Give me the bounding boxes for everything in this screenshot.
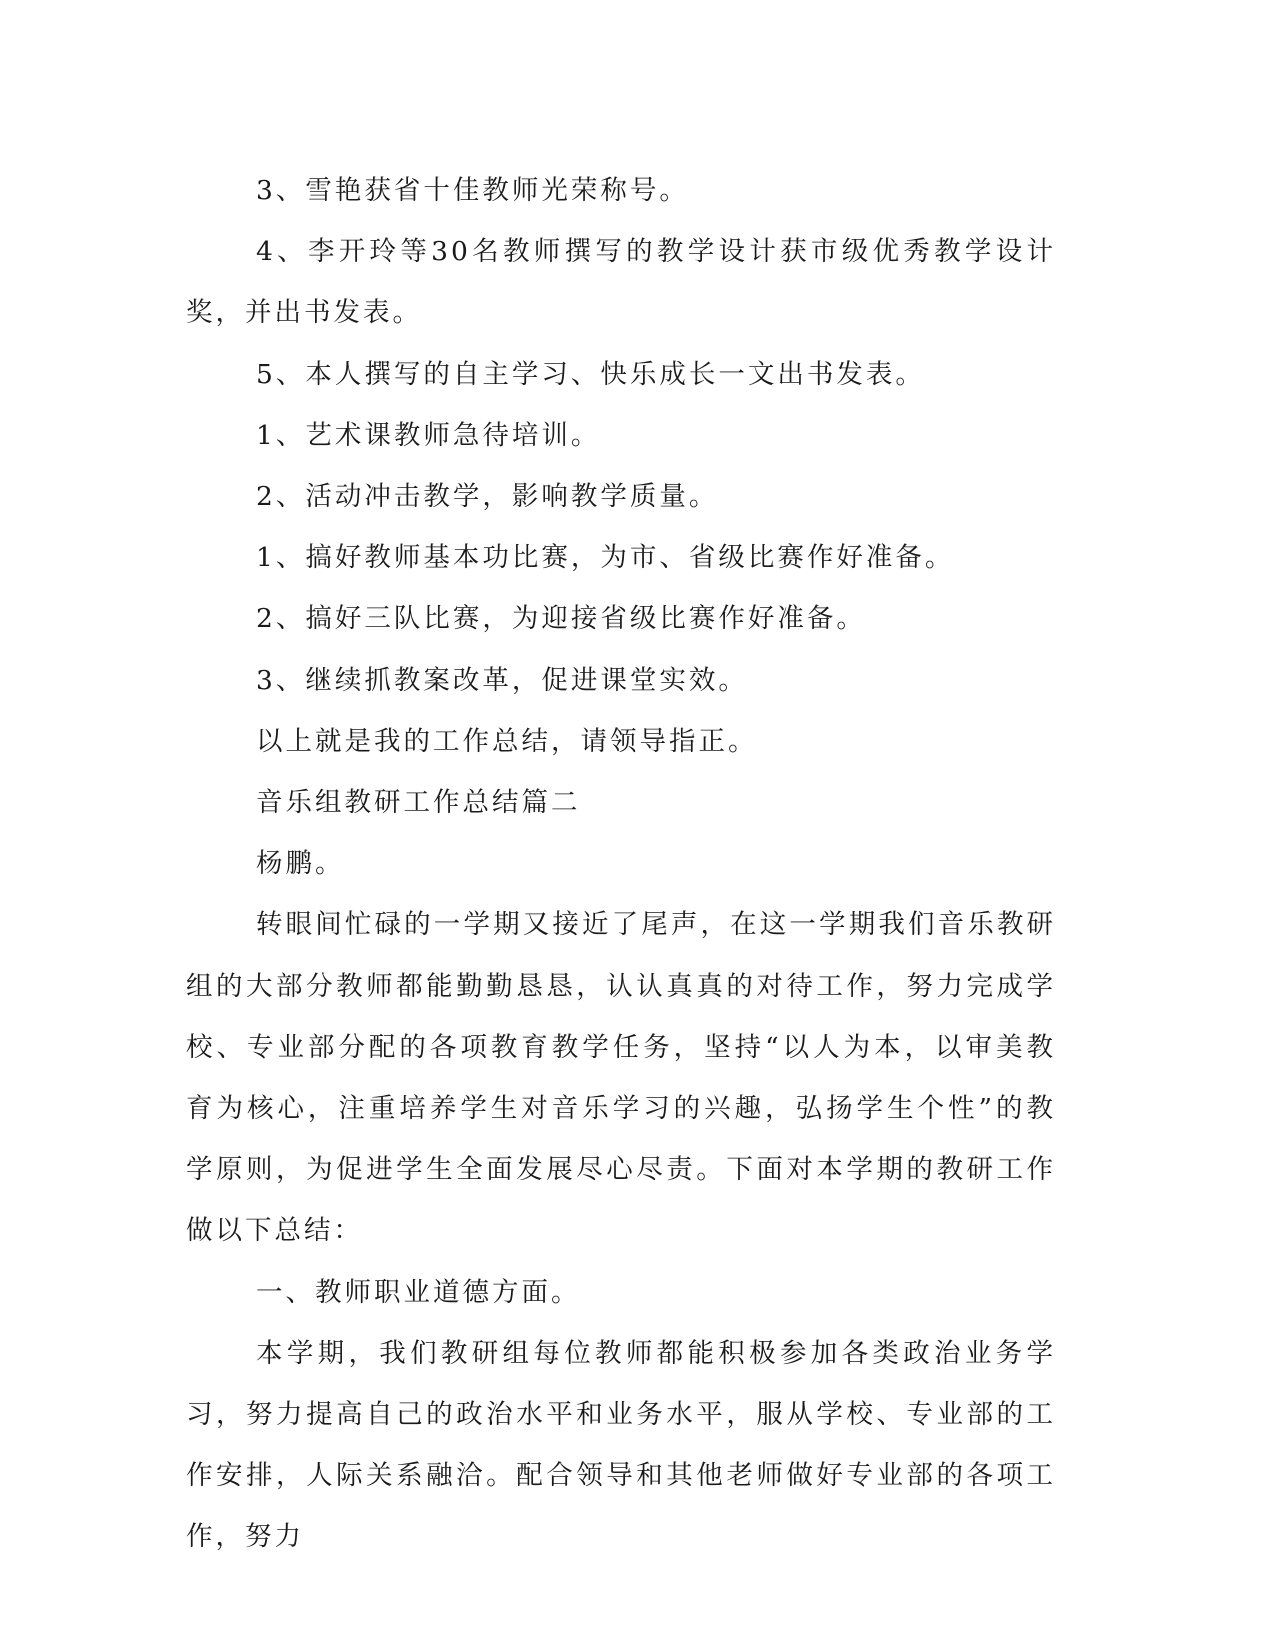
subsection-heading: 一、教师职业道德方面。	[256, 1276, 581, 1308]
document-body	[186, 160, 1056, 1568]
paragraph: 4、李开玲等30名教师撰写的教学设计获市级优秀教学设计奖，并出书发表。	[186, 236, 1056, 329]
paragraph: 2、搞好三队比赛，为迎接省级比赛作好准备。	[256, 603, 866, 635]
paragraph: 1、艺术课教师急待培训。	[256, 419, 601, 451]
author-name: 杨鹏。	[256, 848, 345, 880]
paragraph: 3、继续抓教案改革，促进课堂实效。	[256, 664, 748, 696]
paragraph: 本学期，我们教研组每位教师都能积极参加各类政治业务学习，努力提高自己的政治水平和业务水平，服从学校、专业部的工作安排，人际关系融洽。配合领导和其他老师做好专业部的各项工作，努力	[186, 1337, 1056, 1553]
paragraph: 转眼间忙碌的一学期又接近了尾声，在这一学期我们音乐教研组的大部分教师都能勤勤恳恳，认认真真的对待工作，努力完成学校、专业部分配的各项教育教学任务，坚持“以人为本，以审美教育为核心，注重培养学生对音乐学习的兴趣，弘扬学生个性”的教学原则，为促进学生全面发展尽心尽责。下面对本学期的教研工作做以下总结：	[186, 909, 1056, 1247]
paragraph: 2、活动冲击教学，影响教学质量。	[256, 481, 719, 513]
paragraph: 3、雪艳获省十佳教师光荣称号。	[256, 175, 689, 206]
paragraph: 1、搞好教师基本功比赛，为市、省级比赛作好准备。	[256, 542, 955, 574]
paragraph: 5、本人撰写的自主学习、快乐成长一文出书发表。	[256, 358, 925, 390]
section-heading: 音乐组教研工作总结篇二	[256, 787, 581, 819]
paragraph: 以上就是我的工作总结，请领导指正。	[256, 725, 758, 757]
